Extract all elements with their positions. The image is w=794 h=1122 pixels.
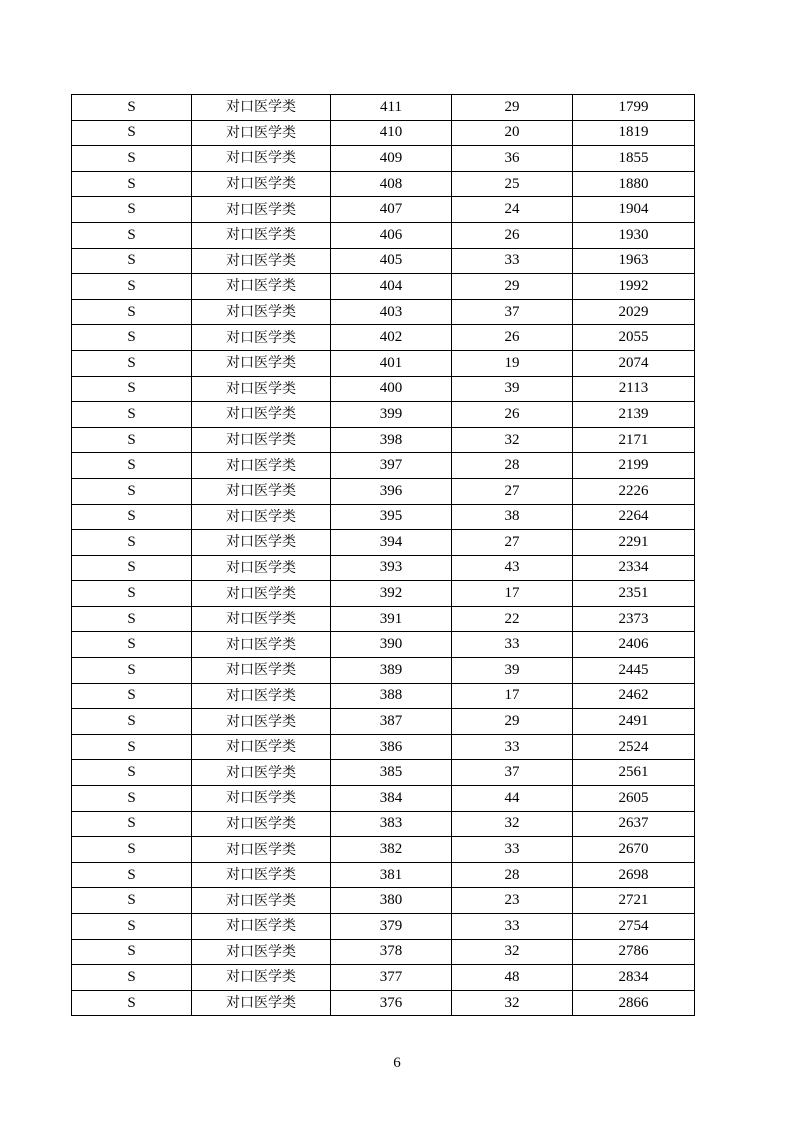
count-cell: 33 [452,837,573,863]
category-cell: 对口医学类 [192,555,331,581]
cumulative-count-cell: 2445 [573,658,695,684]
score-cell: 386 [331,734,452,760]
group-code-cell: S [72,530,192,556]
cumulative-count-cell: 2291 [573,530,695,556]
group-code-cell: S [72,862,192,888]
group-code-cell: S [72,888,192,914]
score-cell: 410 [331,120,452,146]
score-cell: 396 [331,478,452,504]
table-row [72,939,695,965]
table-row [72,248,695,274]
table-row [72,683,695,709]
category-cell: 对口医学类 [192,581,331,607]
category-cell: 对口医学类 [192,376,331,402]
group-code-cell: S [72,120,192,146]
cumulative-count-cell: 1930 [573,222,695,248]
count-cell: 36 [452,146,573,172]
table-row [72,222,695,248]
cumulative-count-cell: 1799 [573,95,695,121]
table-row [72,95,695,121]
page-number: 6 [393,1055,401,1071]
score-cell: 404 [331,274,452,300]
score-cell: 398 [331,427,452,453]
count-cell: 39 [452,376,573,402]
cumulative-count-cell: 2491 [573,709,695,735]
count-cell: 28 [452,862,573,888]
cumulative-count-cell: 2226 [573,478,695,504]
category-cell: 对口医学类 [192,888,331,914]
count-cell: 26 [452,402,573,428]
table-row [72,504,695,530]
category-cell: 对口医学类 [192,95,331,121]
table-row [72,914,695,940]
table-row [72,734,695,760]
category-cell: 对口医学类 [192,222,331,248]
group-code-cell: S [72,581,192,607]
count-cell: 27 [452,478,573,504]
score-cell: 381 [331,862,452,888]
table-row [72,325,695,351]
count-cell: 28 [452,453,573,479]
score-cell: 394 [331,530,452,556]
score-cell: 405 [331,248,452,274]
category-cell: 对口医学类 [192,939,331,965]
count-cell: 33 [452,914,573,940]
category-cell: 对口医学类 [192,632,331,658]
count-cell: 48 [452,965,573,991]
score-cell: 383 [331,811,452,837]
table-row [72,274,695,300]
table-row [72,427,695,453]
group-code-cell: S [72,478,192,504]
score-cell: 377 [331,965,452,991]
group-code-cell: S [72,299,192,325]
score-cell: 385 [331,760,452,786]
cumulative-count-cell: 2171 [573,427,695,453]
count-cell: 32 [452,990,573,1016]
cumulative-count-cell: 2334 [573,555,695,581]
count-cell: 29 [452,274,573,300]
group-code-cell: S [72,658,192,684]
group-code-cell: S [72,376,192,402]
group-code-cell: S [72,606,192,632]
group-code-cell: S [72,837,192,863]
count-cell: 32 [452,939,573,965]
score-cell: 392 [331,581,452,607]
table-row [72,888,695,914]
score-cell: 411 [331,95,452,121]
group-code-cell: S [72,709,192,735]
category-cell: 对口医学类 [192,325,331,351]
count-cell: 26 [452,325,573,351]
score-cell: 382 [331,837,452,863]
score-cell: 387 [331,709,452,735]
cumulative-count-cell: 2373 [573,606,695,632]
cumulative-count-cell: 2074 [573,350,695,376]
group-code-cell: S [72,811,192,837]
cumulative-count-cell: 2113 [573,376,695,402]
group-code-cell: S [72,197,192,223]
table-row [72,146,695,172]
group-code-cell: S [72,171,192,197]
group-code-cell: S [72,504,192,530]
table-row [72,862,695,888]
cumulative-count-cell: 2754 [573,914,695,940]
cumulative-count-cell: 2561 [573,760,695,786]
category-cell: 对口医学类 [192,760,331,786]
score-cell: 391 [331,606,452,632]
count-cell: 17 [452,581,573,607]
cumulative-count-cell: 2698 [573,862,695,888]
score-cell: 376 [331,990,452,1016]
cumulative-count-cell: 2055 [573,325,695,351]
table-row [72,478,695,504]
score-cell: 407 [331,197,452,223]
table-row [72,530,695,556]
cumulative-count-cell: 2670 [573,837,695,863]
table-row [72,555,695,581]
group-code-cell: S [72,427,192,453]
category-cell: 对口医学类 [192,606,331,632]
count-cell: 44 [452,786,573,812]
category-cell: 对口医学类 [192,530,331,556]
table-row [72,402,695,428]
table-row [72,990,695,1016]
category-cell: 对口医学类 [192,914,331,940]
table-row [72,786,695,812]
table-row [72,299,695,325]
category-cell: 对口医学类 [192,990,331,1016]
cumulative-count-cell: 2524 [573,734,695,760]
table-row [72,171,695,197]
category-cell: 对口医学类 [192,504,331,530]
count-cell: 20 [452,120,573,146]
table-row [72,120,695,146]
cumulative-count-cell: 2721 [573,888,695,914]
category-cell: 对口医学类 [192,427,331,453]
score-cell: 403 [331,299,452,325]
score-cell: 389 [331,658,452,684]
group-code-cell: S [72,939,192,965]
score-cell: 397 [331,453,452,479]
category-cell: 对口医学类 [192,786,331,812]
category-cell: 对口医学类 [192,453,331,479]
category-cell: 对口医学类 [192,402,331,428]
score-cell: 406 [331,222,452,248]
count-cell: 39 [452,658,573,684]
table-row [72,350,695,376]
count-cell: 22 [452,606,573,632]
count-cell: 43 [452,555,573,581]
group-code-cell: S [72,146,192,172]
category-cell: 对口医学类 [192,683,331,709]
cumulative-count-cell: 2406 [573,632,695,658]
group-code-cell: S [72,914,192,940]
cumulative-count-cell: 1992 [573,274,695,300]
count-cell: 29 [452,709,573,735]
score-cell: 388 [331,683,452,709]
count-cell: 32 [452,811,573,837]
group-code-cell: S [72,325,192,351]
count-cell: 38 [452,504,573,530]
score-cell: 393 [331,555,452,581]
score-cell: 408 [331,171,452,197]
group-code-cell: S [72,248,192,274]
category-cell: 对口医学类 [192,197,331,223]
score-cell: 390 [331,632,452,658]
cumulative-count-cell: 2351 [573,581,695,607]
score-cell: 379 [331,914,452,940]
group-code-cell: S [72,402,192,428]
table-row [72,658,695,684]
score-cell: 409 [331,146,452,172]
group-code-cell: S [72,683,192,709]
table-row [72,632,695,658]
cumulative-count-cell: 2786 [573,939,695,965]
group-code-cell: S [72,734,192,760]
score-cell: 378 [331,939,452,965]
cumulative-count-cell: 1880 [573,171,695,197]
score-table-body [72,95,695,1016]
cumulative-count-cell: 1963 [573,248,695,274]
category-cell: 对口医学类 [192,862,331,888]
score-cell: 402 [331,325,452,351]
category-cell: 对口医学类 [192,171,331,197]
group-code-cell: S [72,222,192,248]
cumulative-count-cell: 2139 [573,402,695,428]
count-cell: 37 [452,299,573,325]
cumulative-count-cell: 2029 [573,299,695,325]
count-cell: 23 [452,888,573,914]
category-cell: 对口医学类 [192,350,331,376]
score-cell: 384 [331,786,452,812]
group-code-cell: S [72,990,192,1016]
group-code-cell: S [72,760,192,786]
category-cell: 对口医学类 [192,299,331,325]
count-cell: 33 [452,248,573,274]
cumulative-count-cell: 1855 [573,146,695,172]
cumulative-count-cell: 2605 [573,786,695,812]
table-row [72,197,695,223]
cumulative-count-cell: 2462 [573,683,695,709]
table-row [72,709,695,735]
group-code-cell: S [72,632,192,658]
group-code-cell: S [72,786,192,812]
category-cell: 对口医学类 [192,248,331,274]
count-cell: 33 [452,632,573,658]
score-cell: 380 [331,888,452,914]
cumulative-count-cell: 1904 [573,197,695,223]
score-table [71,94,695,1016]
group-code-cell: S [72,965,192,991]
count-cell: 24 [452,197,573,223]
score-cell: 395 [331,504,452,530]
count-cell: 17 [452,683,573,709]
table-row [72,811,695,837]
score-cell: 401 [331,350,452,376]
category-cell: 对口医学类 [192,658,331,684]
group-code-cell: S [72,95,192,121]
count-cell: 26 [452,222,573,248]
table-row [72,606,695,632]
cumulative-count-cell: 2834 [573,965,695,991]
table-row [72,760,695,786]
count-cell: 27 [452,530,573,556]
group-code-cell: S [72,555,192,581]
score-cell: 399 [331,402,452,428]
group-code-cell: S [72,453,192,479]
category-cell: 对口医学类 [192,274,331,300]
cumulative-count-cell: 2199 [573,453,695,479]
table-row [72,453,695,479]
table-row [72,837,695,863]
category-cell: 对口医学类 [192,120,331,146]
cumulative-count-cell: 2264 [573,504,695,530]
score-cell: 400 [331,376,452,402]
count-cell: 33 [452,734,573,760]
count-cell: 19 [452,350,573,376]
table-row [72,581,695,607]
category-cell: 对口医学类 [192,709,331,735]
category-cell: 对口医学类 [192,811,331,837]
count-cell: 37 [452,760,573,786]
cumulative-count-cell: 2866 [573,990,695,1016]
count-cell: 25 [452,171,573,197]
category-cell: 对口医学类 [192,146,331,172]
category-cell: 对口医学类 [192,478,331,504]
category-cell: 对口医学类 [192,965,331,991]
count-cell: 32 [452,427,573,453]
cumulative-count-cell: 2637 [573,811,695,837]
category-cell: 对口医学类 [192,837,331,863]
category-cell: 对口医学类 [192,734,331,760]
group-code-cell: S [72,274,192,300]
count-cell: 29 [452,95,573,121]
table-row [72,965,695,991]
cumulative-count-cell: 1819 [573,120,695,146]
group-code-cell: S [72,350,192,376]
table-row [72,376,695,402]
